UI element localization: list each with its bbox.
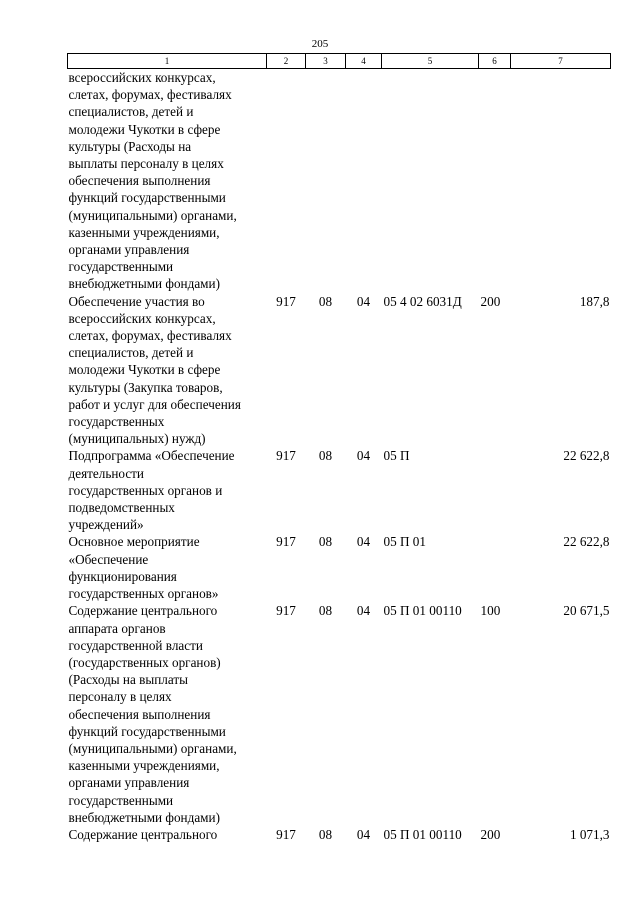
column-header: 5 bbox=[382, 54, 479, 69]
program-code bbox=[382, 69, 479, 293]
table-row bbox=[68, 826, 611, 843]
row-name-line: Обеспечение участия во bbox=[68, 293, 205, 309]
amount-value: 22 622,8 bbox=[563, 448, 610, 464]
program-code: 05 П 01 bbox=[383, 534, 426, 550]
ministry-code: 917 bbox=[276, 448, 296, 464]
ministry-code: 917 bbox=[276, 293, 296, 309]
subsection-code bbox=[346, 69, 382, 293]
amount-value: 22 622,8 bbox=[563, 534, 610, 550]
section-code: 08 bbox=[318, 603, 333, 619]
subsection-code: 04 bbox=[356, 293, 371, 309]
section-code: 08 bbox=[318, 534, 333, 550]
row-name-line: государственных bbox=[68, 414, 165, 430]
column-header: 7 bbox=[511, 54, 611, 69]
row-name-line: казенными учреждениями, bbox=[68, 224, 220, 240]
amount-value: 1 071,3 bbox=[569, 826, 610, 842]
table-row bbox=[68, 602, 611, 826]
row-name-line: (Расходы на выплаты bbox=[68, 672, 188, 688]
table-header-row bbox=[68, 54, 611, 69]
amount-value: 20 671,5 bbox=[563, 603, 610, 619]
column-header: 2 bbox=[267, 54, 306, 69]
expense-type-code bbox=[479, 447, 511, 533]
amount-value: 187,8 bbox=[579, 293, 610, 309]
budget-table bbox=[67, 53, 611, 843]
row-name bbox=[68, 293, 267, 448]
table-row bbox=[68, 69, 611, 293]
program-code: 05 П bbox=[383, 448, 410, 464]
expense-type-code bbox=[479, 533, 511, 602]
row-name-line: выплаты персоналу в целях bbox=[68, 156, 224, 172]
row-name-line: аппарата органов bbox=[68, 620, 166, 636]
row-name-line: Содержание центрального bbox=[68, 826, 218, 842]
row-name-line: казенными учреждениями, bbox=[68, 758, 220, 774]
row-name-line: Основное мероприятие bbox=[68, 534, 200, 550]
row-name-line: (муниципальных) нужд) bbox=[68, 431, 206, 447]
row-name-line: деятельности bbox=[68, 465, 144, 481]
row-name-line: специалистов, детей и bbox=[68, 104, 194, 120]
page-number: 205 bbox=[311, 38, 329, 50]
row-name-line: функций государственными bbox=[68, 723, 226, 739]
row-name-line: подведомственных bbox=[68, 500, 175, 516]
row-name-line: функций государственными bbox=[68, 190, 226, 206]
row-name-line: всероссийских конкурсах, bbox=[68, 70, 216, 85]
row-name-line: специалистов, детей и bbox=[68, 345, 194, 361]
row-name-line: персоналу в целях bbox=[68, 689, 172, 705]
row-name bbox=[68, 69, 267, 293]
row-name-line: внебюджетными фондами) bbox=[68, 809, 220, 825]
row-name-line: органами управления bbox=[68, 242, 190, 258]
row-name-line: слетах, форумах, фестивалях bbox=[68, 328, 232, 344]
row-name bbox=[68, 447, 267, 533]
expense-type-code: 200 bbox=[480, 826, 501, 842]
row-name-line: «Обеспечение bbox=[68, 551, 149, 567]
ministry-code: 917 bbox=[276, 826, 296, 842]
row-name-line: Подпрограмма «Обеспечение bbox=[68, 448, 235, 464]
row-name-line: молодежи Чукотки в сфере bbox=[68, 121, 221, 137]
column-header: 4 bbox=[346, 54, 382, 69]
column-header: 6 bbox=[479, 54, 511, 69]
row-name-line: внебюджетными фондами) bbox=[68, 276, 220, 292]
row-name-line: слетах, форумах, фестивалях bbox=[68, 87, 232, 103]
row-name-line: функционирования bbox=[68, 568, 177, 584]
subsection-code: 04 bbox=[356, 603, 371, 619]
row-name-line: молодежи Чукотки в сфере bbox=[68, 362, 221, 378]
row-name-line: Содержание центрального bbox=[68, 603, 218, 619]
row-name-line: государственных органов и bbox=[68, 482, 223, 498]
table-body bbox=[68, 69, 611, 844]
row-name bbox=[68, 602, 267, 826]
row-name-line: государственными bbox=[68, 792, 174, 808]
subsection-code: 04 bbox=[356, 826, 371, 842]
row-name bbox=[68, 826, 267, 843]
section-code: 08 bbox=[318, 293, 333, 309]
expense-type-code bbox=[479, 69, 511, 293]
section-code: 08 bbox=[318, 448, 333, 464]
subsection-code: 04 bbox=[356, 534, 371, 550]
subsection-code: 04 bbox=[356, 448, 371, 464]
table-row bbox=[68, 293, 611, 448]
row-name-line: культуры (Закупка товаров, bbox=[68, 379, 223, 395]
program-code: 05 П 01 00110 bbox=[383, 603, 462, 619]
row-name-line: работ и услуг для обеспечения bbox=[68, 396, 241, 412]
expense-type-code: 100 bbox=[480, 603, 501, 619]
ministry-code: 917 bbox=[276, 603, 296, 619]
ministry-code: 917 bbox=[276, 534, 296, 550]
expense-type-code: 200 bbox=[480, 293, 501, 309]
column-header: 1 bbox=[68, 54, 267, 69]
row-name-line: культуры (Расходы на bbox=[68, 138, 192, 154]
row-name-line: государственных органов» bbox=[68, 586, 219, 602]
section-code: 08 bbox=[318, 826, 333, 842]
program-code: 05 4 02 6031Д bbox=[383, 293, 462, 309]
table-row bbox=[68, 533, 611, 602]
row-name-line: (муниципальными) органами, bbox=[68, 740, 237, 756]
row-name-line: (муниципальными) органами, bbox=[68, 207, 237, 223]
row-name-line: органами управления bbox=[68, 775, 190, 791]
row-name-line: обеспечения выполнения bbox=[68, 706, 211, 722]
column-header: 3 bbox=[306, 54, 346, 69]
ministry-code bbox=[267, 69, 306, 293]
row-name-line: (государственных органов) bbox=[68, 654, 221, 670]
program-code: 05 П 01 00110 bbox=[383, 826, 462, 842]
table-row bbox=[68, 447, 611, 533]
row-name-line: государственной власти bbox=[68, 637, 203, 653]
row-name-line: учреждений» bbox=[68, 517, 144, 533]
amount-value bbox=[511, 69, 611, 293]
row-name-line: обеспечения выполнения bbox=[68, 173, 211, 189]
row-name bbox=[68, 533, 267, 602]
row-name-line: всероссийских конкурсах, bbox=[68, 310, 216, 326]
section-code bbox=[306, 69, 346, 293]
row-name-line: государственными bbox=[68, 259, 174, 275]
